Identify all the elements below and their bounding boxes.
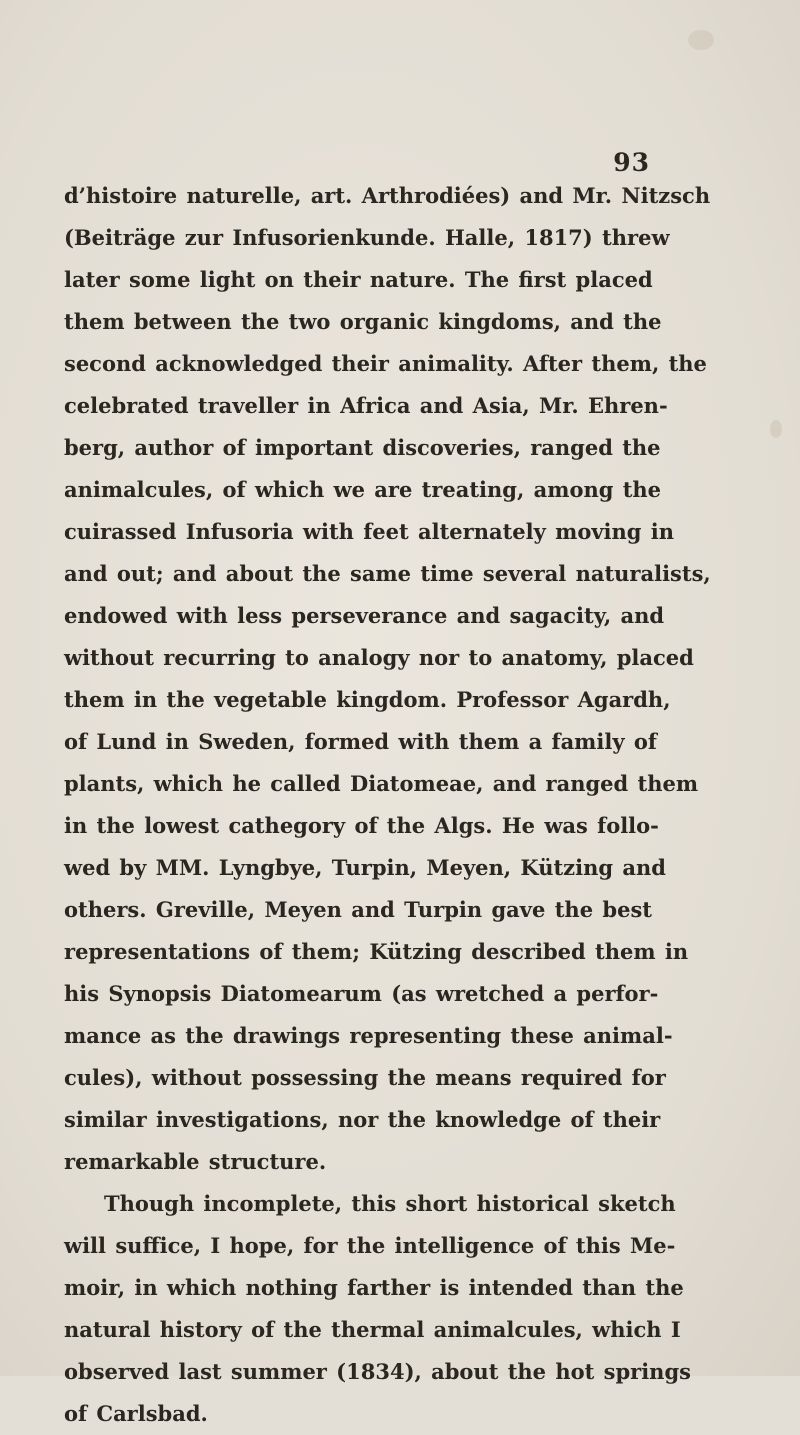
text-line: them between the two organic kingdoms, and the [64, 309, 662, 334]
text-line: mance as the drawings representing these animal- [64, 1023, 673, 1048]
text-line: later some light on their nature. The first placed [64, 267, 653, 292]
text-line: them in the vegetable kingdom. Professor Agardh, [64, 687, 671, 712]
text-line: observed last summer (1834), about the hot springs [64, 1359, 691, 1384]
text-line: of Carlsbad. [64, 1401, 208, 1426]
text-line: Though incomplete, this short historical sketch [104, 1191, 676, 1216]
paper-stain [688, 30, 714, 50]
text-line: and out; and about the same time several naturalists, [64, 561, 711, 586]
text-line: cules), without possessing the means required for [64, 1065, 666, 1090]
text-line: (Beiträge zur Infusorienkunde. Halle, 1817) threw [64, 225, 670, 250]
paper-stain [770, 420, 782, 438]
page-number: 93 [613, 148, 650, 177]
text-line: second acknowledged their animality. After them, the [64, 351, 707, 376]
text-line: natural history of the thermal animalcules, which I [64, 1317, 681, 1342]
text-line: cuirassed Infusoria with feet alternately moving in [64, 519, 675, 544]
text-line: animalcules, of which we are treating, among the [64, 477, 662, 502]
body-text [64, 175, 711, 1435]
text-line: will suffice, I hope, for the intelligence of this Me- [64, 1233, 676, 1258]
text-line: plants, which he called Diatomeae, and ranged them [64, 771, 699, 796]
text-line: representations of them; Kützing described them in [64, 939, 689, 964]
text-line: wed by MM. Lyngbye, Turpin, Meyen, Kützing and [64, 855, 666, 880]
text-line: his Synopsis Diatomearum (as wretched a perfor- [64, 981, 659, 1006]
text-line: endowed with less perseverance and sagacity, and [64, 603, 665, 628]
text-line: in the lowest cathegory of the Algs. He was follo- [64, 813, 659, 838]
text-line: moir, in which nothing farther is intended than the [64, 1275, 684, 1300]
text-line: of Lund in Sweden, formed with them a family of [64, 729, 657, 754]
text-line: celebrated traveller in Africa and Asia, Mr. Ehren- [64, 393, 668, 418]
text-line: others. Greville, Meyen and Turpin gave the best [64, 897, 652, 922]
text-line: d’histoire naturelle, art. Arthrodiées) and Mr. Nitzsch [64, 183, 711, 208]
text-line: without recurring to analogy nor to anatomy, placed [64, 645, 694, 670]
text-line: berg, author of important discoveries, ranged the [64, 435, 661, 460]
text-line: similar investigations, nor the knowledge of their [64, 1107, 661, 1132]
text-line: remarkable structure. [64, 1149, 327, 1174]
